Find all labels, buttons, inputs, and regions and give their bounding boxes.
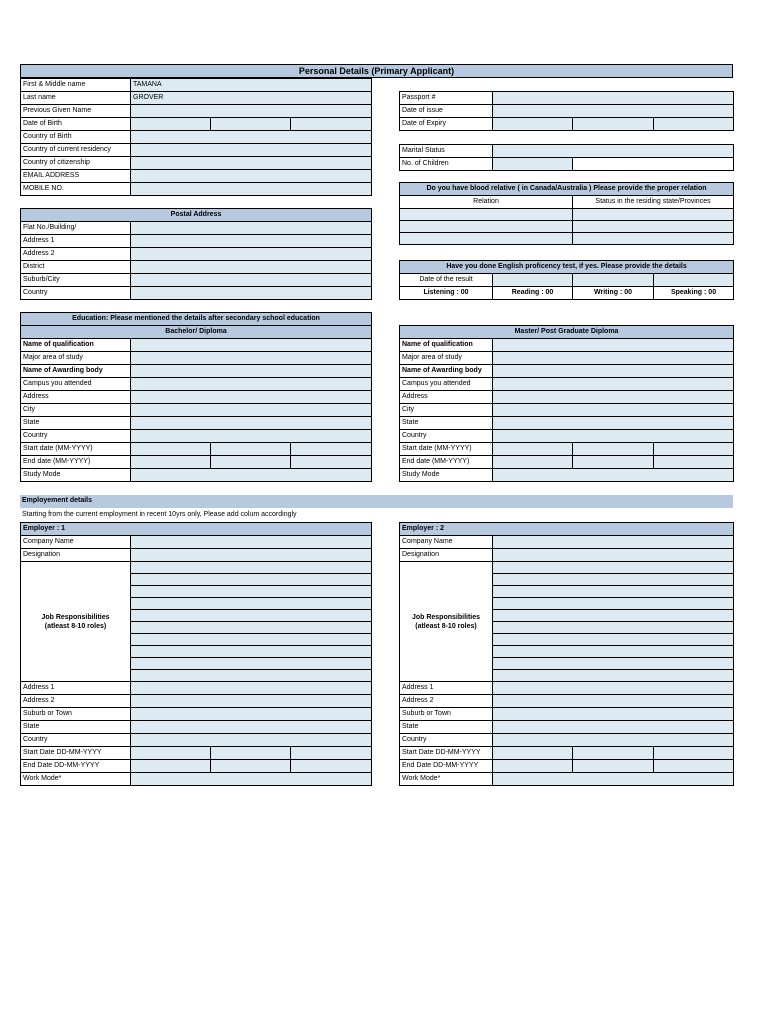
- employer-1-responsibility-field[interactable]: [131, 658, 372, 670]
- children-extra-field[interactable]: [573, 158, 734, 171]
- employer-detail-label: Address 1: [21, 682, 131, 695]
- master-date-month-field[interactable]: [573, 456, 654, 469]
- bachelor-education-table: [20, 312, 372, 482]
- employer-detail-row: [21, 760, 372, 773]
- employer-detail-label: Suburb or Town: [400, 708, 493, 721]
- education-row: [400, 417, 734, 430]
- employer-detail-label: Country: [21, 734, 131, 747]
- job-responsibility-row: [21, 562, 372, 574]
- personal-row: [21, 144, 372, 157]
- education-row: [400, 404, 734, 417]
- education-row: [400, 469, 734, 482]
- company-name-label: Company Name: [21, 536, 131, 549]
- employer-detail-label: Work Mode*: [400, 773, 493, 786]
- employer-detail-row: [21, 747, 372, 760]
- education-label: Start date (MM-YYYY): [400, 443, 493, 456]
- employer-detail-label: Address 2: [400, 695, 493, 708]
- speaking-score[interactable]: Speaking : 00: [654, 287, 734, 300]
- postal-row: [21, 222, 372, 235]
- education-label: State: [400, 417, 493, 430]
- job-responsibilities-title: Job Responsibilities: [411, 613, 481, 621]
- employer-1-designation-field[interactable]: [131, 549, 372, 562]
- employment-header: Employement details: [20, 495, 733, 508]
- dob-year-field[interactable]: [291, 118, 372, 131]
- education-row: [21, 391, 372, 404]
- relation-field[interactable]: [400, 233, 573, 245]
- master-date-year-field[interactable]: [654, 456, 734, 469]
- personal-value-field[interactable]: [131, 131, 372, 144]
- education-row: [400, 443, 734, 456]
- bachelor-date-month-field[interactable]: [211, 456, 291, 469]
- personal-row: [21, 92, 372, 105]
- employer-2-responsibility-field[interactable]: [493, 634, 734, 646]
- listening-score[interactable]: Listening : 00: [400, 287, 493, 300]
- employer-2-designation-field[interactable]: [493, 549, 734, 562]
- employer-2-detail-field[interactable]: [493, 773, 734, 786]
- master-date-month-field[interactable]: [573, 443, 654, 456]
- education-row: [400, 339, 734, 352]
- employer-detail-row: [400, 760, 734, 773]
- postal-field[interactable]: [131, 274, 372, 287]
- employer-detail-row: [400, 682, 734, 695]
- education-label: End date (MM-YYYY): [21, 456, 131, 469]
- postal-label: Country: [21, 287, 131, 300]
- expiry-month-field[interactable]: [573, 118, 654, 131]
- education-label: Start date (MM-YYYY): [21, 443, 131, 456]
- result-year-field[interactable]: [654, 274, 734, 287]
- postal-row: [21, 287, 372, 300]
- employer-detail-label: End Date DD-MM-YYYY: [400, 760, 493, 773]
- master-education-field[interactable]: [493, 378, 734, 391]
- postal-field[interactable]: [131, 287, 372, 300]
- employer-detail-row: [21, 773, 372, 786]
- result-month-field[interactable]: [573, 274, 654, 287]
- postal-field[interactable]: [131, 235, 372, 248]
- employer-2-responsibility-field[interactable]: [493, 622, 734, 634]
- education-row: [21, 443, 372, 456]
- employer-1-detail-field[interactable]: [131, 721, 372, 734]
- bachelor-education-field[interactable]: [131, 404, 372, 417]
- employer-2-date-day-field[interactable]: [493, 747, 573, 760]
- passport-number-field[interactable]: [493, 92, 734, 105]
- master-education-field[interactable]: [493, 469, 734, 482]
- job-responsibilities-subtitle: (atleast 8-10 roles): [44, 622, 107, 630]
- personal-row: [21, 131, 372, 144]
- employer-1-date-day-field[interactable]: [131, 747, 211, 760]
- personal-value-field[interactable]: [131, 183, 372, 196]
- relative-table: [399, 182, 734, 245]
- designation-row: [21, 549, 372, 562]
- employer-detail-label: State: [400, 721, 493, 734]
- employer-detail-row: [400, 708, 734, 721]
- personal-label: Country of Birth: [21, 131, 131, 144]
- master-education-field[interactable]: [493, 391, 734, 404]
- education-row: [21, 430, 372, 443]
- education-label: Name of Awarding body: [21, 365, 131, 378]
- employer-2-header: Employer : 2: [400, 523, 734, 536]
- employer-detail-label: Start Date DD-MM-YYYY: [400, 747, 493, 760]
- employer-detail-label: End Date DD-MM-YYYY: [21, 760, 131, 773]
- employer-2-detail-field[interactable]: [493, 695, 734, 708]
- designation-row: [400, 549, 734, 562]
- employer-1-responsibility-field[interactable]: [131, 670, 372, 682]
- employer-1-responsibility-field[interactable]: [131, 562, 372, 574]
- postal-row: [21, 248, 372, 261]
- personal-label: EMAIL ADDRESS: [21, 170, 131, 183]
- personal-value-field[interactable]: GROVER: [131, 92, 372, 105]
- date-of-expiry-label: Date of Expiry: [400, 118, 493, 131]
- employer-detail-label: Suburb or Town: [21, 708, 131, 721]
- bachelor-date-year-field[interactable]: [291, 456, 372, 469]
- personal-value-field[interactable]: [131, 157, 372, 170]
- education-label: Major area of study: [400, 352, 493, 365]
- master-education-field[interactable]: [493, 365, 734, 378]
- education-label: Campus you attended: [400, 378, 493, 391]
- bachelor-date-month-field[interactable]: [211, 443, 291, 456]
- education-row: [21, 339, 372, 352]
- education-row: [21, 469, 372, 482]
- status-field[interactable]: [573, 221, 734, 233]
- employer-detail-label: Address 2: [21, 695, 131, 708]
- education-label: Study Mode: [21, 469, 131, 482]
- education-row: [21, 365, 372, 378]
- personal-label: Country of current residency: [21, 144, 131, 157]
- personal-label: MOBILE NO.: [21, 183, 131, 196]
- page-title: Personal Details (Primary Applicant): [20, 64, 733, 78]
- personal-row: [21, 170, 372, 183]
- job-responsibilities-label: [21, 562, 131, 682]
- employer-1-responsibility-field[interactable]: [131, 634, 372, 646]
- education-label: Study Mode: [400, 469, 493, 482]
- education-label: Major area of study: [21, 352, 131, 365]
- education-label: Address: [21, 391, 131, 404]
- children-label: No. of Children: [400, 158, 493, 171]
- employer-2-responsibility-field[interactable]: [493, 598, 734, 610]
- postal-field[interactable]: [131, 222, 372, 235]
- master-education-table: [399, 325, 734, 482]
- bachelor-education-field[interactable]: [131, 430, 372, 443]
- result-date-field[interactable]: [493, 274, 573, 287]
- employer-2-detail-field[interactable]: [493, 682, 734, 695]
- education-row: [400, 391, 734, 404]
- employer-1-date-month-field[interactable]: [211, 747, 291, 760]
- bachelor-header-row: [21, 326, 372, 339]
- master-education-field[interactable]: [493, 417, 734, 430]
- job-responsibility-row: [400, 562, 734, 574]
- education-label: Name of qualification: [400, 339, 493, 352]
- education-label: Name of qualification: [21, 339, 131, 352]
- education-row: [21, 404, 372, 417]
- personal-label: Last name: [21, 92, 131, 105]
- status-field[interactable]: [573, 233, 734, 245]
- employer-2-date-year-field[interactable]: [654, 760, 734, 773]
- personal-row: [21, 118, 372, 131]
- postal-row: [21, 261, 372, 274]
- education-row: [400, 456, 734, 469]
- employer-2-date-month-field[interactable]: [573, 760, 654, 773]
- postal-field[interactable]: [131, 261, 372, 274]
- expiry-year-field[interactable]: [654, 118, 734, 131]
- employer-1-responsibility-field[interactable]: [131, 646, 372, 658]
- education-row: [400, 365, 734, 378]
- education-row: [400, 378, 734, 391]
- employer-1-detail-field[interactable]: [131, 773, 372, 786]
- personal-details-table: [20, 78, 372, 196]
- employer-1-header: Employer : 1: [21, 523, 372, 536]
- postal-row: [21, 235, 372, 248]
- bachelor-date-day-field[interactable]: [131, 456, 211, 469]
- master-education-field[interactable]: [493, 339, 734, 352]
- education-label: End date (MM-YYYY): [400, 456, 493, 469]
- passport-number-label: Passport #: [400, 92, 493, 105]
- reading-score[interactable]: Reading : 00: [493, 287, 573, 300]
- bachelor-date-year-field[interactable]: [291, 443, 372, 456]
- employer-1-detail-field[interactable]: [131, 734, 372, 747]
- personal-value-field[interactable]: [131, 170, 372, 183]
- postal-label: Address 1: [21, 235, 131, 248]
- postal-header-row: [21, 209, 372, 222]
- relation-column-header: Relation: [400, 196, 573, 209]
- education-row: [21, 352, 372, 365]
- employer-detail-label: Country: [400, 734, 493, 747]
- employer-1-responsibility-field[interactable]: [131, 622, 372, 634]
- employer-2-detail-field[interactable]: [493, 721, 734, 734]
- job-responsibilities-title: Job Responsibilities: [41, 613, 110, 621]
- education-label: Country: [21, 430, 131, 443]
- employment-note: Starting from the current employment in recent 10yrs only, Please add colum accordingly: [22, 511, 297, 518]
- postal-address-table: [20, 208, 372, 300]
- employer-1-detail-field[interactable]: [131, 695, 372, 708]
- dob-day-field[interactable]: [131, 118, 211, 131]
- personal-label: Date of Birth: [21, 118, 131, 131]
- personal-row: [21, 79, 372, 92]
- company-name-label: Company Name: [400, 536, 493, 549]
- employer-2-date-year-field[interactable]: [654, 747, 734, 760]
- relation-field[interactable]: [400, 221, 573, 233]
- employer-detail-label: Start Date DD-MM-YYYY: [21, 747, 131, 760]
- employer-2-detail-field[interactable]: [493, 734, 734, 747]
- employer-2-table: [399, 522, 734, 786]
- employer-detail-row: [400, 773, 734, 786]
- employer-detail-row: [400, 747, 734, 760]
- bachelor-education-field[interactable]: [131, 352, 372, 365]
- bachelor-date-day-field[interactable]: [131, 443, 211, 456]
- employer-detail-label: Address 1: [400, 682, 493, 695]
- employer-2-date-day-field[interactable]: [493, 760, 573, 773]
- employer-detail-row: [21, 708, 372, 721]
- employer-1-detail-field[interactable]: [131, 708, 372, 721]
- bachelor-education-field[interactable]: [131, 417, 372, 430]
- relative-header: Do you have blood relative ( in Canada/Australia ) Please provide the proper relation: [400, 183, 734, 196]
- employer-detail-row: [400, 695, 734, 708]
- education-label: City: [21, 404, 131, 417]
- bachelor-education-field[interactable]: [131, 339, 372, 352]
- employer-2-company-field[interactable]: [493, 536, 734, 549]
- employer-1-date-year-field[interactable]: [291, 747, 372, 760]
- relation-field[interactable]: [400, 209, 573, 221]
- education-label: Country: [400, 430, 493, 443]
- master-education-field[interactable]: [493, 430, 734, 443]
- employer-detail-row: [21, 695, 372, 708]
- employer-detail-row: [400, 734, 734, 747]
- master-education-field[interactable]: [493, 352, 734, 365]
- employer-2-responsibility-field[interactable]: [493, 658, 734, 670]
- status-field[interactable]: [573, 209, 734, 221]
- employer-2-responsibility-field[interactable]: [493, 670, 734, 682]
- personal-row: [21, 183, 372, 196]
- personal-label: Country of citizenship: [21, 157, 131, 170]
- job-responsibilities-subtitle: (atleast 8-10 roles): [415, 622, 477, 630]
- date-of-issue-label: Date of issue: [400, 105, 493, 118]
- company-row: [21, 536, 372, 549]
- education-row: [21, 378, 372, 391]
- education-label: Campus you attended: [21, 378, 131, 391]
- bachelor-education-field[interactable]: [131, 469, 372, 482]
- employer-2-responsibility-field[interactable]: [493, 562, 734, 574]
- passport-table: [399, 91, 734, 131]
- postal-label: District: [21, 261, 131, 274]
- postal-header: Postal Address: [21, 209, 372, 222]
- marital-status-field[interactable]: [493, 145, 734, 158]
- education-header-row: [21, 313, 372, 326]
- education-label: State: [21, 417, 131, 430]
- bachelor-education-field[interactable]: [131, 365, 372, 378]
- children-field[interactable]: [493, 158, 573, 171]
- personal-label: Previous Given Name: [21, 105, 131, 118]
- employer-1-table: [20, 522, 372, 786]
- designation-label: Designation: [21, 549, 131, 562]
- education-label: City: [400, 404, 493, 417]
- employer-1-responsibility-field[interactable]: [131, 586, 372, 598]
- employer-1-responsibility-field[interactable]: [131, 574, 372, 586]
- master-header: Master/ Post Graduate Diploma: [400, 326, 734, 339]
- education-header: Education: Please mentioned the details after secondary school education: [21, 313, 372, 326]
- company-row: [400, 536, 734, 549]
- education-label: Address: [400, 391, 493, 404]
- personal-label: First & Middle name: [21, 79, 131, 92]
- master-date-day-field[interactable]: [493, 456, 573, 469]
- designation-label: Designation: [400, 549, 493, 562]
- postal-label: Suburb/City: [21, 274, 131, 287]
- employer-header-row: [21, 523, 372, 536]
- personal-value-field[interactable]: [131, 144, 372, 157]
- postal-row: [21, 274, 372, 287]
- postal-label: Address 2: [21, 248, 131, 261]
- writing-score[interactable]: Writing : 00: [573, 287, 654, 300]
- employer-2-date-month-field[interactable]: [573, 747, 654, 760]
- employer-2-detail-field[interactable]: [493, 708, 734, 721]
- bachelor-header: Bachelor/ Diploma: [21, 326, 372, 339]
- employer-1-date-month-field[interactable]: [211, 760, 291, 773]
- result-date-label: Date of the result: [400, 274, 493, 287]
- employer-2-responsibility-field[interactable]: [493, 646, 734, 658]
- status-column-header: Status in the residing state/Provinces: [573, 196, 734, 209]
- english-header: Have you done English proficency test, if yes. Please provide the details: [400, 261, 734, 274]
- employer-detail-row: [21, 734, 372, 747]
- employer-1-date-year-field[interactable]: [291, 760, 372, 773]
- education-row: [400, 430, 734, 443]
- master-education-field[interactable]: [493, 404, 734, 417]
- personal-row: [21, 157, 372, 170]
- employer-2-responsibility-field[interactable]: [493, 586, 734, 598]
- employer-detail-row: [21, 721, 372, 734]
- employer-header-row: [400, 523, 734, 536]
- employer-detail-label: State: [21, 721, 131, 734]
- employer-detail-row: [21, 682, 372, 695]
- marital-status-label: Marital Status: [400, 145, 493, 158]
- job-responsibilities-label: [400, 562, 493, 682]
- expiry-day-field[interactable]: [493, 118, 573, 131]
- education-row: [400, 352, 734, 365]
- employer-1-company-field[interactable]: [131, 536, 372, 549]
- bachelor-education-field[interactable]: [131, 391, 372, 404]
- education-label: Name of Awarding body: [400, 365, 493, 378]
- employer-1-detail-field[interactable]: [131, 682, 372, 695]
- education-row: [21, 456, 372, 469]
- employer-1-responsibility-field[interactable]: [131, 598, 372, 610]
- marital-table: [399, 144, 734, 171]
- master-date-year-field[interactable]: [654, 443, 734, 456]
- bachelor-education-field[interactable]: [131, 378, 372, 391]
- education-row: [21, 417, 372, 430]
- employer-1-responsibility-field[interactable]: [131, 610, 372, 622]
- master-date-day-field[interactable]: [493, 443, 573, 456]
- personal-value-field[interactable]: TAMANA: [131, 79, 372, 92]
- employer-detail-row: [400, 721, 734, 734]
- dob-month-field[interactable]: [211, 118, 291, 131]
- employer-2-responsibility-field[interactable]: [493, 574, 734, 586]
- master-header-row: [400, 326, 734, 339]
- personal-value-field[interactable]: [131, 105, 372, 118]
- postal-field[interactable]: [131, 248, 372, 261]
- personal-row: [21, 105, 372, 118]
- employer-detail-label: Work Mode*: [21, 773, 131, 786]
- postal-label: Flat No./Building/: [21, 222, 131, 235]
- date-of-issue-field[interactable]: [493, 105, 734, 118]
- english-test-table: [399, 260, 734, 300]
- employer-1-date-day-field[interactable]: [131, 760, 211, 773]
- employer-2-responsibility-field[interactable]: [493, 610, 734, 622]
